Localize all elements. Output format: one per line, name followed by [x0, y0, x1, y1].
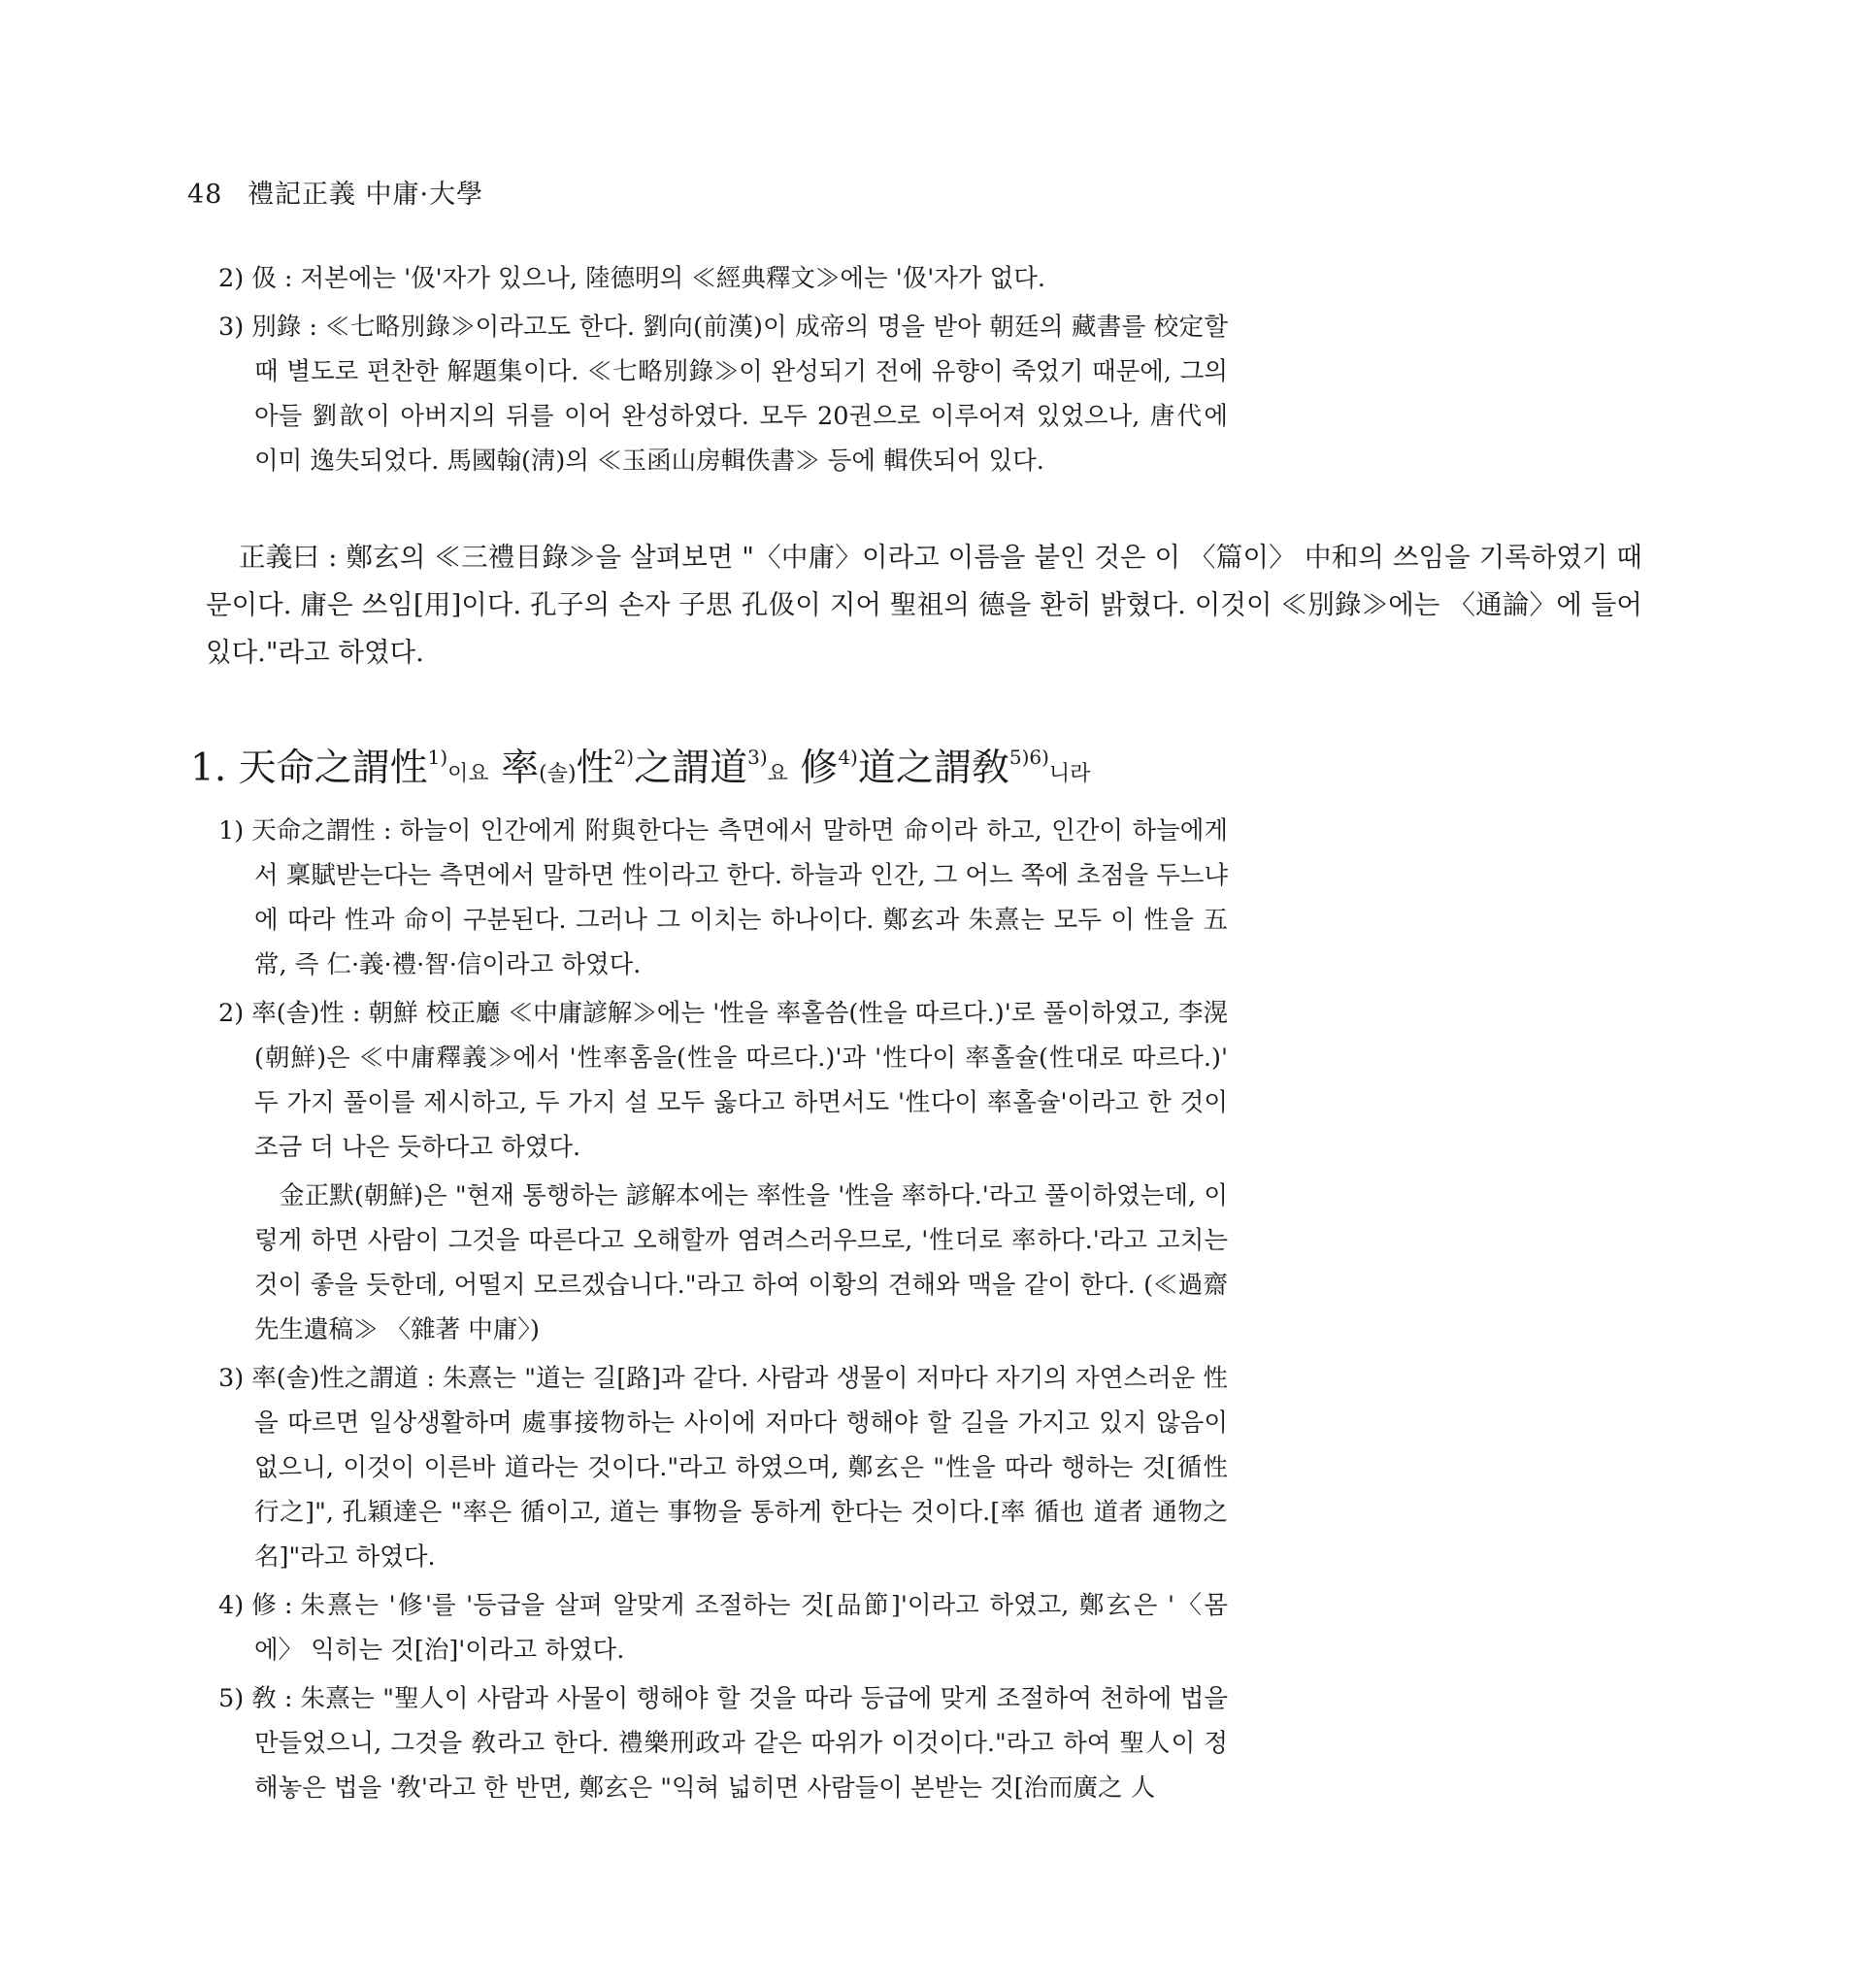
notes-top — [0, 256, 1437, 483]
notes-main — [0, 809, 1437, 1810]
note-label: 5) 敎 : — [218, 1684, 293, 1713]
note-label: 3) 別錄 : — [218, 313, 317, 342]
note-text: 朝鮮 校正廳 ≪中庸諺解≫에는 '性을 率홀씀(性을 따르다.)'로 풀이하였고, 李滉(朝鮮)은 ≪中庸釋義≫에서 '性率홈을(性을 따르다.)'과 '性다이 率홀슐(性대로 따르다.)' 두 가지 풀이를 제시하고, 두 가지 설 모두 옳다고 하면서도 '性다이 率홀슐'이라고 한 것이 조금 더 나은 듯하다고 하였다. — [254, 999, 1228, 1162]
note-item — [0, 991, 1437, 1170]
note-item — [0, 1356, 1437, 1579]
note-label: 1) 天命之謂性 : — [218, 816, 392, 845]
note-continuation — [0, 1174, 1437, 1352]
gloss: 요 — [767, 762, 788, 786]
note-text: 金正默(朝鮮)은 "현재 통행하는 諺解本에는 率性을 '性을 率하다.'라고 풀이하였는데, 이렇게 하면 사람이 그것을 따른다고 오해할까 염려스러우므로, '性더로 率하다.'라고 고치는 것이 좋을 듯한데, 어떨지 모르겠습니다."라고 하여 이황의 견해와 맥을 같이 한다. (≪過齋先生遺稿≫ 〈雜著 中庸〉) — [254, 1181, 1228, 1344]
note-item — [0, 1583, 1437, 1673]
footnote-ref: 2) — [613, 746, 635, 769]
footnote-ref: 5)6) — [1008, 746, 1049, 769]
commentary-paragraph — [0, 534, 1851, 677]
note-item — [0, 305, 1437, 483]
note-label: 4) 修 : — [218, 1591, 293, 1620]
heading-text: 率 — [501, 746, 540, 790]
footnote-ref: 4) — [838, 746, 858, 769]
commentary-text: 正義曰 : 鄭玄의 ≪三禮目錄≫을 살펴보면 "〈中庸〉이라고 이름을 붙인 것은 이 〈篇이〉 中和의 쓰임을 기록하였기 때문이다. 庸은 쓰임[用]이다. 孔子의 손자 子思 孔伋이 지어 聖祖의 德을 환히 밝혔다. 이것이 ≪別錄≫에는 〈通論〉에 들어 있다."라고 하였다. — [206, 542, 1642, 668]
note-item — [0, 1676, 1437, 1810]
heading-text: 修 — [800, 746, 839, 790]
note-item — [0, 809, 1437, 987]
heading-text: 天命之謂性 — [238, 746, 428, 790]
running-header — [187, 173, 483, 211]
note-label: 2) 伋 : — [218, 264, 293, 293]
note-label: 3) 率(솔)性之謂道 : — [218, 1364, 436, 1393]
gloss: 이요 — [447, 762, 489, 786]
book-title: 禮記正義 中庸·大學 — [247, 180, 484, 210]
heading-text: 性 — [576, 746, 614, 790]
reading: (솔) — [539, 762, 577, 786]
footnote-ref: 3) — [747, 746, 768, 769]
note-text: 朱熹는 "道는 길[路]과 같다. 사람과 생물이 저마다 자기의 자연스러운 性을 따르면 일상생활하며 處事接物하는 사이에 저마다 행해야 할 길을 가지고 있지 않음이 없으니, 이것이 이른바 道라는 것이다."라고 하였으며, 鄭玄은 "性을 따라 행하는 것[循性行之]", 孔穎達은 "率은 循이고, 道는 事物을 통하게 한다는 것이다.[率 循也 道者 通物之名]"라고 하였다. — [254, 1364, 1228, 1572]
note-item — [0, 256, 1437, 301]
classic-text-heading — [190, 738, 1090, 792]
page-number: 48 — [187, 180, 223, 210]
note-text: 저본에는 '伋'자가 있으나, 陸德明의 ≪經典釋文≫에는 '伋'자가 없다. — [300, 264, 1045, 293]
note-text: 하늘이 인간에게 附與한다는 측면에서 말하면 命이라 하고, 인간이 하늘에게서 稟賦받는다는 측면에서 말하면 性이라고 한다. 하늘과 인간, 그 어느 쪽에 초점을 두느냐에 따라 性과 命이 구분된다. 그러나 그 이치는 하나이다. 鄭玄과 朱熹는 모두 이 性을 五常, 즉 仁·義·禮·智·信이라고 하였다. — [254, 816, 1228, 979]
gloss: 니라 — [1048, 762, 1091, 786]
note-text: 朱熹는 "聖人이 사람과 사물이 행해야 할 것을 따라 등급에 맞게 조절하여 천하에 법을 만들었으니, 그것을 敎라고 한다. 禮樂刑政과 같은 따위가 이것이다."라고 하여 聖人이 정해놓은 법을 '敎'라고 한 반면, 鄭玄은 "익혀 넓히면 사람들이 본받는 것[治而廣之 人 — [254, 1684, 1228, 1803]
heading-text: 道之謂敎 — [857, 746, 1009, 790]
heading-text: 之謂道 — [634, 746, 748, 790]
note-text: 朱熹는 '修'를 '등급을 살펴 알맞게 조절하는 것[品節]'이라고 하였고, 鄭玄은 '〈몸에〉 익히는 것[治]'이라고 하였다. — [254, 1591, 1228, 1665]
note-label: 2) 率(솔)性 : — [218, 999, 361, 1028]
note-text: ≪七略別錄≫이라고도 한다. 劉向(前漢)이 成帝의 명을 받아 朝廷의 藏書를 校定할 때 별도로 편찬한 解題集이다. ≪七略別錄≫이 완성되기 전에 유향이 죽었기 때문에, 그의 아들 劉歆이 아버지의 뒤를 이어 완성하였다. 모두 20권으로 이루어져 있었으나, 唐代에 이미 逸失되었다. 馬國翰(淸)의 ≪玉函山房輯佚書≫ 등에 輯佚되어 있다. — [254, 313, 1228, 476]
section-number: 1. — [190, 746, 227, 790]
footnote-ref: 1) — [427, 746, 448, 769]
